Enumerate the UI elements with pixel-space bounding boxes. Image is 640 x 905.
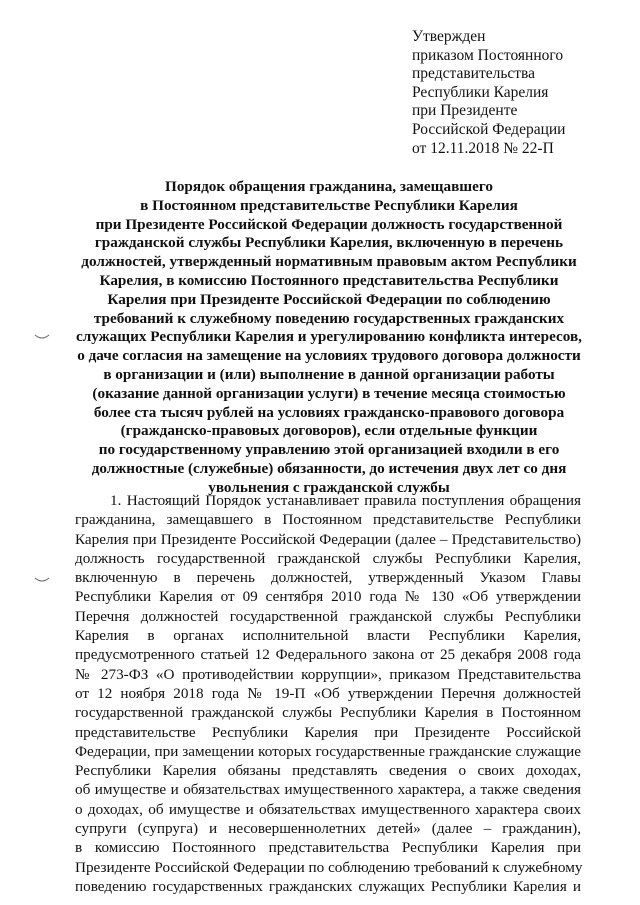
title-line: в организации и (или) выполнение в данной организации работы bbox=[103, 365, 555, 383]
body-line: предусмотренного статьей 12 Федерального закона от 25 декабря 2008 года bbox=[75, 646, 581, 664]
title-line: более ста тысяч рублей на условиях гражданско-правового договора bbox=[93, 403, 565, 421]
body-line: включенную в перечень должностей, утвержденный Указом Главы bbox=[75, 569, 581, 587]
title-line: (гражданско-правовых договоров), если отдельные функции bbox=[120, 422, 538, 440]
approval-line: при Президенте bbox=[412, 102, 518, 120]
body-line: Республики Карелия от 09 сентября 2010 года № 130 «Об утверждении bbox=[75, 588, 581, 606]
approval-line: приказом Постоянного bbox=[412, 46, 564, 64]
title-line: по государственному управлению этой организацией входили в его bbox=[98, 441, 560, 459]
approval-line: представительства bbox=[412, 65, 536, 83]
title-line: должностей, утвержденный нормативным правовым актом Республики bbox=[81, 253, 577, 271]
title-line: Порядок обращения гражданина, замещавшего bbox=[165, 178, 493, 195]
body-line: гражданина, замещавшего в Постоянном представительстве Республики bbox=[75, 511, 581, 529]
body-line: Карелия в органах исполнительной власти Республики Карелия, bbox=[75, 627, 581, 645]
title-line: гражданской службы Республики Карелия, включенную в перечень bbox=[94, 234, 564, 252]
title-line: Карелия при Президенте Российской Федерации по соблюдению bbox=[107, 290, 551, 308]
body-line: Перечня должностей государственной гражданской службы Республики bbox=[75, 607, 581, 625]
body-line: о доходах, об имуществе и обязательствах имущественного характера своих bbox=[75, 800, 581, 818]
body-line: Карелия при Президенте Российской Федерации (далее – Представительство) bbox=[75, 530, 581, 548]
approval-line: Российской Федерации bbox=[412, 120, 566, 138]
body-line: супруги (супруга) и несовершеннолетних детей» (далее – гражданин), bbox=[75, 820, 581, 838]
body-line: Президенте Российской Федерации по соблюдению требований к служебному bbox=[75, 858, 583, 876]
body-line: представительстве Республики Карелия при Президенте Российской bbox=[75, 723, 581, 741]
punch-hole-mark-icon bbox=[34, 333, 50, 341]
title-line: увольнения с гражданской службы bbox=[208, 478, 450, 496]
body-line: поведению государственных гражданских служащих Республики Карелия и bbox=[75, 877, 581, 895]
title-line: Карелия, в комиссию Постоянного представительства Республики bbox=[99, 271, 559, 289]
title-line: должностные (служебные) обязанности, до истечения двух лет со дня bbox=[91, 459, 567, 477]
body-line: Республики Карелия обязаны представлять сведения о своих доходах, bbox=[75, 762, 581, 780]
approval-line: Республики Карелия bbox=[412, 83, 549, 101]
title-line: требований к служебному поведению государственных гражданских bbox=[93, 309, 565, 327]
body-line: № 273-ФЗ «О противодействии коррупции», приказом Представительства bbox=[75, 665, 581, 683]
body-line: Федерации, при замещении которых государственные гражданские служащие bbox=[75, 742, 581, 760]
title-line: о даче согласия на замещение на условиях трудового договора должности bbox=[77, 347, 581, 365]
approval-line: от 12.11.2018 № 22-П bbox=[412, 139, 554, 157]
body-line: 1. Настоящий Порядок устанавливает правила поступления обращения bbox=[110, 492, 581, 509]
body-line: от 12 ноября 2018 года № 19-П «Об утверждении Перечня должностей bbox=[75, 684, 581, 702]
title-line: служащих Республики Карелия и урегулированию конфликта интересов, bbox=[76, 328, 582, 346]
punch-hole-mark-icon bbox=[34, 576, 50, 584]
body-line: в комиссию Постоянного представительства Республики Карелия при bbox=[75, 839, 581, 857]
title-line: при Президенте Российской Федерации должность государственной bbox=[95, 215, 563, 233]
body-line: должность государственной гражданской службы Республики Карелия, bbox=[75, 549, 581, 567]
title-line: (оказание данной организации услуги) в течение месяца стоимостью bbox=[92, 384, 566, 402]
body-line: об имуществе и обязательствах имущественного характера, а также сведения bbox=[75, 781, 581, 799]
document-title bbox=[64, 178, 594, 498]
body-line: государственной гражданской службы Республики Карелия в Постоянном bbox=[75, 704, 581, 722]
title-line: в Постоянном представительстве Республики Карелия bbox=[140, 196, 518, 214]
body-paragraph bbox=[75, 491, 581, 896]
approval-stamp bbox=[412, 28, 632, 158]
approval-line: Утвержден bbox=[412, 28, 486, 45]
